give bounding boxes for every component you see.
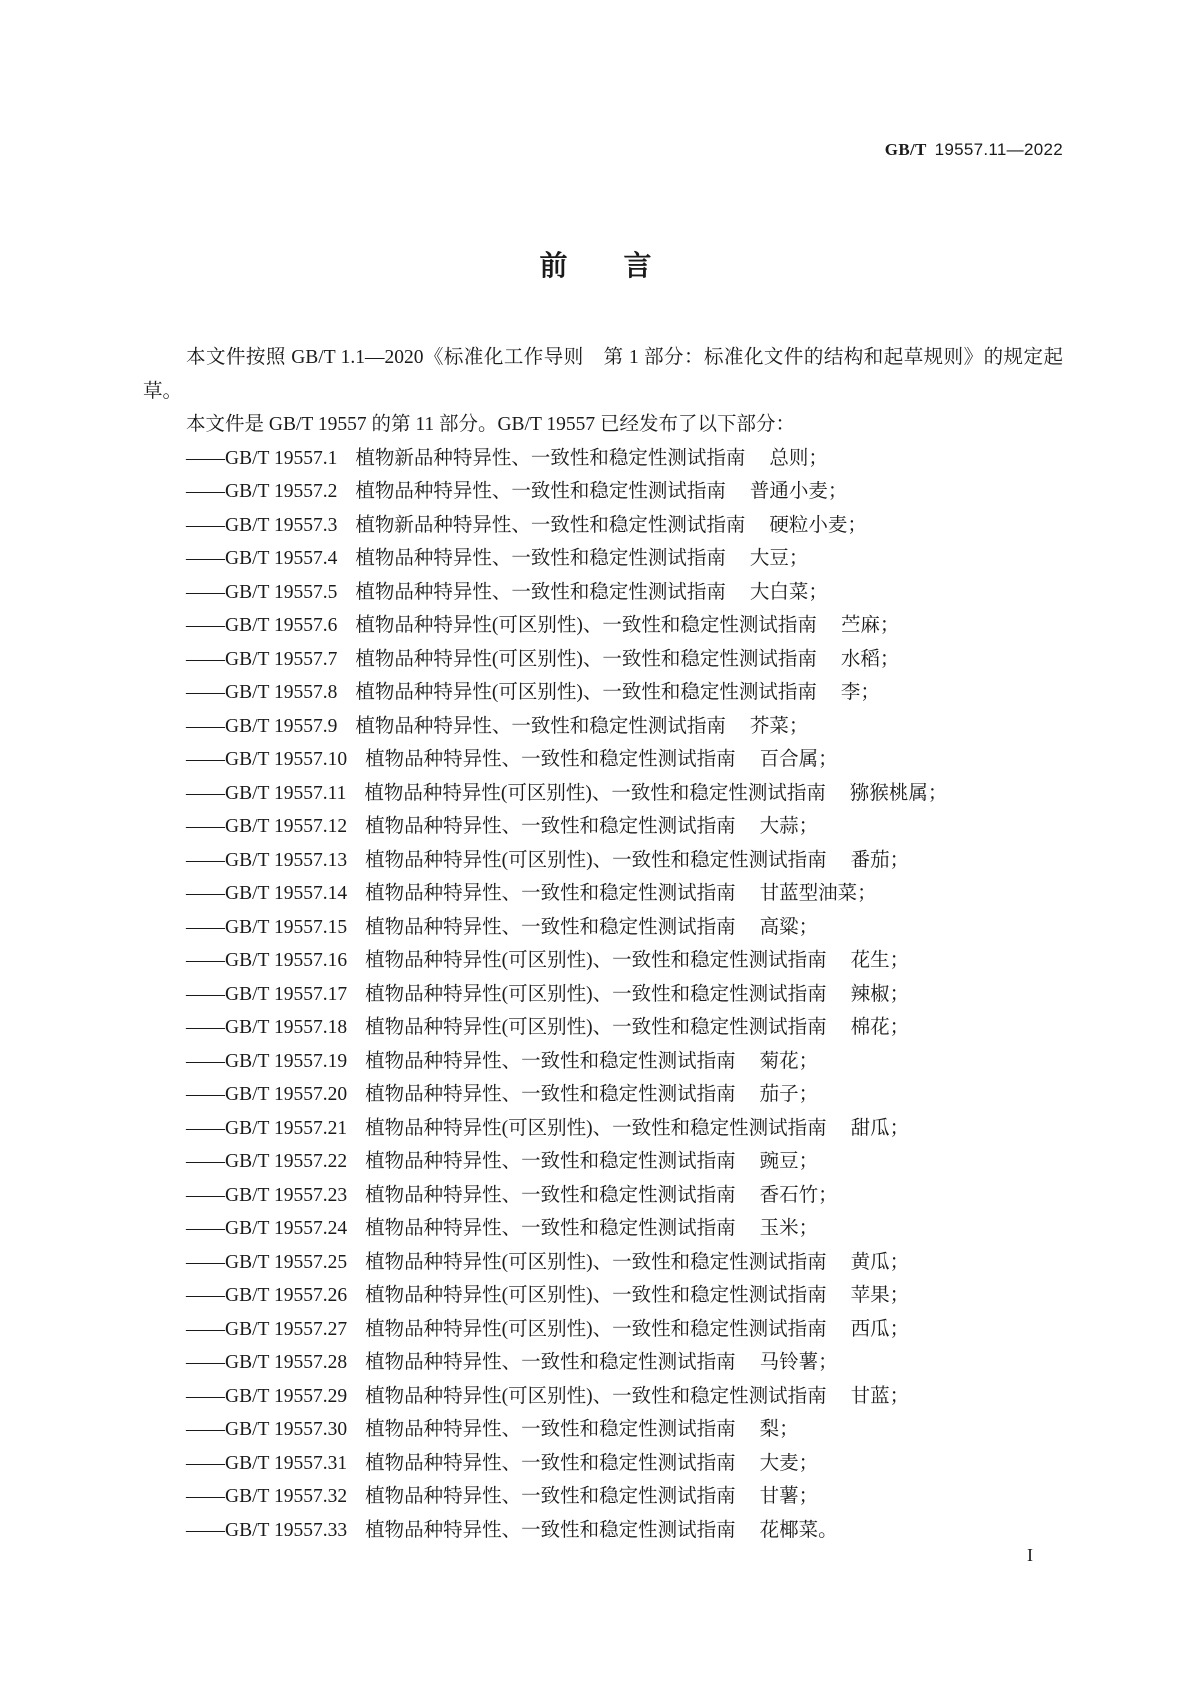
standard-number: 19557.11—2022: [934, 140, 1063, 159]
list-item: [143, 1011, 1063, 1045]
foreword-body: [143, 341, 1063, 1547]
list-item: [143, 1078, 1063, 1112]
part-crop: 总则；: [769, 447, 828, 469]
part-crop: 甘薯；: [759, 1486, 819, 1507]
published-parts-list: [143, 442, 1063, 1548]
part-code: ——GB/T 19557.29: [186, 1385, 348, 1407]
list-item: [143, 676, 1063, 710]
part-title: 植物品种特异性(可区别性)、一致性和稳定性测试指南: [355, 615, 817, 636]
part-code: ——GB/T 19557.15: [186, 916, 348, 938]
list-item: [143, 1045, 1063, 1079]
paragraph-drafting-rules: 本文件按照 GB/T 1.1—2020《标准化工作导则 第 1 部分：标准化文件的结构和起草规则》的规定起草。: [143, 347, 1063, 402]
part-crop: 大蒜；: [759, 816, 819, 837]
document-header: [885, 140, 1063, 160]
part-code: ——GB/T 19557.3: [186, 514, 338, 536]
part-crop: 玉米；: [759, 1218, 819, 1239]
part-title: 植物品种特异性(可区别性)、一致性和稳定性测试指南: [365, 1117, 827, 1139]
part-title: 植物品种特异性、一致性和稳定性测试指南: [365, 1050, 736, 1072]
part-crop: 梨；: [759, 1419, 799, 1440]
part-crop: 李；: [840, 682, 880, 703]
part-code: ——GB/T 19557.5: [186, 581, 338, 603]
part-code: ——GB/T 19557.23: [186, 1184, 348, 1206]
part-title: 植物品种特异性(可区别性)、一致性和稳定性测试指南: [365, 950, 827, 971]
part-crop: 苹果；: [850, 1285, 910, 1306]
part-title: 植物品种特异性、一致性和稳定性测试指南: [365, 1486, 736, 1507]
list-item: [143, 1313, 1063, 1347]
list-item: [143, 442, 1063, 476]
list-item: [143, 1380, 1063, 1414]
part-code: ——GB/T 19557.28: [186, 1352, 348, 1373]
part-code: ——GB/T 19557.4: [186, 548, 338, 569]
part-title: 植物品种特异性、一致性和稳定性测试指南: [355, 715, 726, 737]
part-crop: 高粱；: [759, 916, 819, 938]
part-crop: 西瓜；: [850, 1318, 910, 1340]
part-code: ——GB/T 19557.25: [186, 1251, 348, 1273]
part-crop: 豌豆；: [759, 1151, 819, 1172]
part-title: 植物品种特异性、一致性和稳定性测试指南: [365, 916, 736, 938]
part-title: 植物品种特异性、一致性和稳定性测试指南: [355, 548, 726, 569]
part-title: 植物品种特异性(可区别性)、一致性和稳定性测试指南: [355, 648, 817, 670]
list-item: [143, 844, 1063, 878]
part-code: ——GB/T 19557.7: [186, 648, 338, 670]
part-crop: 花椰菜。: [759, 1519, 838, 1541]
part-crop: 甘蓝；: [850, 1385, 910, 1407]
part-code: ——GB/T 19557.8: [186, 682, 338, 703]
part-code: ——GB/T 19557.6: [186, 615, 338, 636]
part-crop: 马铃薯；: [759, 1352, 838, 1373]
part-crop: 辣椒；: [850, 983, 910, 1005]
page-number: I: [1027, 1545, 1033, 1565]
part-title: 植物品种特异性、一致性和稳定性测试指南: [355, 581, 726, 603]
part-title: 植物品种特异性、一致性和稳定性测试指南: [365, 1352, 736, 1373]
part-title: 植物品种特异性(可区别性)、一致性和稳定性测试指南: [364, 782, 826, 804]
part-crop: 大麦；: [759, 1452, 819, 1474]
part-title: 植物品种特异性、一致性和稳定性测试指南: [365, 1151, 736, 1172]
part-code: ——GB/T 19557.17: [186, 983, 348, 1005]
part-title: 植物品种特异性(可区别性)、一致性和稳定性测试指南: [365, 1251, 827, 1273]
part-crop: 猕猴桃属；: [849, 782, 948, 804]
part-crop: 硬粒小麦；: [769, 514, 867, 536]
list-item: [143, 1145, 1063, 1179]
part-crop: 水稻；: [840, 648, 900, 670]
list-item: [143, 509, 1063, 543]
part-code: ——GB/T 19557.16: [186, 950, 348, 971]
list-item: [143, 810, 1063, 844]
part-crop: 普通小麦；: [749, 481, 848, 502]
list-item: [143, 1447, 1063, 1481]
part-code: ——GB/T 19557.11: [186, 782, 347, 804]
title-char-2: 言: [623, 249, 652, 282]
part-code: ——GB/T 19557.19: [186, 1050, 348, 1072]
part-title: 植物品种特异性(可区别性)、一致性和稳定性测试指南: [355, 682, 817, 703]
part-crop: 大白菜；: [749, 581, 828, 603]
list-item: [143, 877, 1063, 911]
part-code: ——GB/T 19557.31: [186, 1452, 348, 1474]
part-code: ——GB/T 19557.30: [186, 1419, 348, 1440]
part-crop: 花生；: [850, 950, 910, 971]
part-code: ——GB/T 19557.32: [186, 1486, 348, 1507]
part-title: 植物品种特异性(可区别性)、一致性和稳定性测试指南: [365, 1285, 827, 1306]
list-item: [143, 1112, 1063, 1146]
list-item: [143, 1346, 1063, 1380]
part-crop: 甜瓜；: [850, 1117, 910, 1139]
part-title: 植物品种特异性(可区别性)、一致性和稳定性测试指南: [365, 983, 827, 1005]
title-char-1: 前: [539, 249, 568, 282]
part-code: ——GB/T 19557.21: [186, 1117, 348, 1139]
page-title: [0, 244, 1191, 284]
part-code: ——GB/T 19557.26: [186, 1285, 348, 1306]
list-item: [143, 643, 1063, 677]
part-code: ——GB/T 19557.12: [186, 816, 348, 837]
part-title: 植物品种特异性(可区别性)、一致性和稳定性测试指南: [365, 849, 827, 871]
list-item: [143, 710, 1063, 744]
part-title: 植物新品种特异性、一致性和稳定性测试指南: [355, 447, 746, 469]
list-item: [143, 1514, 1063, 1548]
list-item: [143, 978, 1063, 1012]
list-item: [143, 944, 1063, 978]
list-item: [143, 1413, 1063, 1447]
standard-prefix: GB/T: [884, 140, 927, 159]
paragraph-parts-intro: 本文件是 GB/T 19557 的第 11 部分。GB/T 19557 已经发布了以下部分：: [186, 414, 796, 435]
part-code: ——GB/T 19557.20: [186, 1084, 348, 1105]
part-title: 植物品种特异性、一致性和稳定性测试指南: [365, 1419, 736, 1440]
part-code: ——GB/T 19557.14: [186, 883, 348, 904]
list-item: [143, 1212, 1063, 1246]
part-code: ——GB/T 19557.33: [186, 1519, 348, 1541]
part-code: ——GB/T 19557.10: [186, 749, 348, 770]
part-title: 植物品种特异性(可区别性)、一致性和稳定性测试指南: [365, 1318, 827, 1340]
list-item: [143, 1246, 1063, 1280]
part-code: ——GB/T 19557.2: [186, 481, 338, 502]
part-crop: 茄子；: [759, 1084, 819, 1105]
list-item: [143, 542, 1063, 576]
list-item: [143, 475, 1063, 509]
list-item: [143, 1480, 1063, 1514]
part-crop: 棉花；: [850, 1017, 910, 1038]
part-code: ——GB/T 19557.18: [186, 1017, 348, 1038]
part-code: ——GB/T 19557.9: [186, 715, 338, 737]
part-code: ——GB/T 19557.13: [186, 849, 348, 871]
part-crop: 百合属；: [759, 749, 838, 770]
list-item: [143, 576, 1063, 610]
list-item: [143, 777, 1063, 811]
part-title: 植物品种特异性(可区别性)、一致性和稳定性测试指南: [365, 1017, 827, 1038]
list-item: [143, 911, 1063, 945]
list-item: [143, 609, 1063, 643]
part-code: ——GB/T 19557.1: [186, 447, 338, 469]
part-title: 植物品种特异性、一致性和稳定性测试指南: [365, 1084, 736, 1105]
part-code: ——GB/T 19557.27: [186, 1318, 348, 1340]
part-crop: 大豆；: [749, 548, 809, 569]
part-title: 植物品种特异性、一致性和稳定性测试指南: [365, 816, 736, 837]
part-title: 植物品种特异性、一致性和稳定性测试指南: [365, 1452, 736, 1474]
part-code: ——GB/T 19557.22: [186, 1151, 348, 1172]
part-crop: 芥菜；: [749, 715, 809, 737]
part-title: 植物品种特异性、一致性和稳定性测试指南: [355, 481, 726, 502]
part-crop: 苎麻；: [840, 615, 900, 636]
part-crop: 番茄；: [850, 849, 910, 871]
part-title: 植物品种特异性、一致性和稳定性测试指南: [365, 1184, 736, 1206]
part-crop: 菊花；: [759, 1050, 819, 1072]
part-title: 植物品种特异性、一致性和稳定性测试指南: [365, 1218, 736, 1239]
part-title: 植物品种特异性、一致性和稳定性测试指南: [365, 749, 736, 770]
part-title: 植物新品种特异性、一致性和稳定性测试指南: [355, 514, 746, 536]
list-item: [143, 1179, 1063, 1213]
part-title: 植物品种特异性、一致性和稳定性测试指南: [365, 883, 736, 904]
list-item: [143, 743, 1063, 777]
part-crop: 黄瓜；: [850, 1251, 910, 1273]
part-crop: 甘蓝型油菜；: [759, 883, 877, 904]
part-code: ——GB/T 19557.24: [186, 1218, 348, 1239]
part-crop: 香石竹；: [759, 1184, 838, 1206]
part-title: 植物品种特异性(可区别性)、一致性和稳定性测试指南: [365, 1385, 827, 1407]
list-item: [143, 1279, 1063, 1313]
part-title: 植物品种特异性、一致性和稳定性测试指南: [365, 1519, 736, 1541]
